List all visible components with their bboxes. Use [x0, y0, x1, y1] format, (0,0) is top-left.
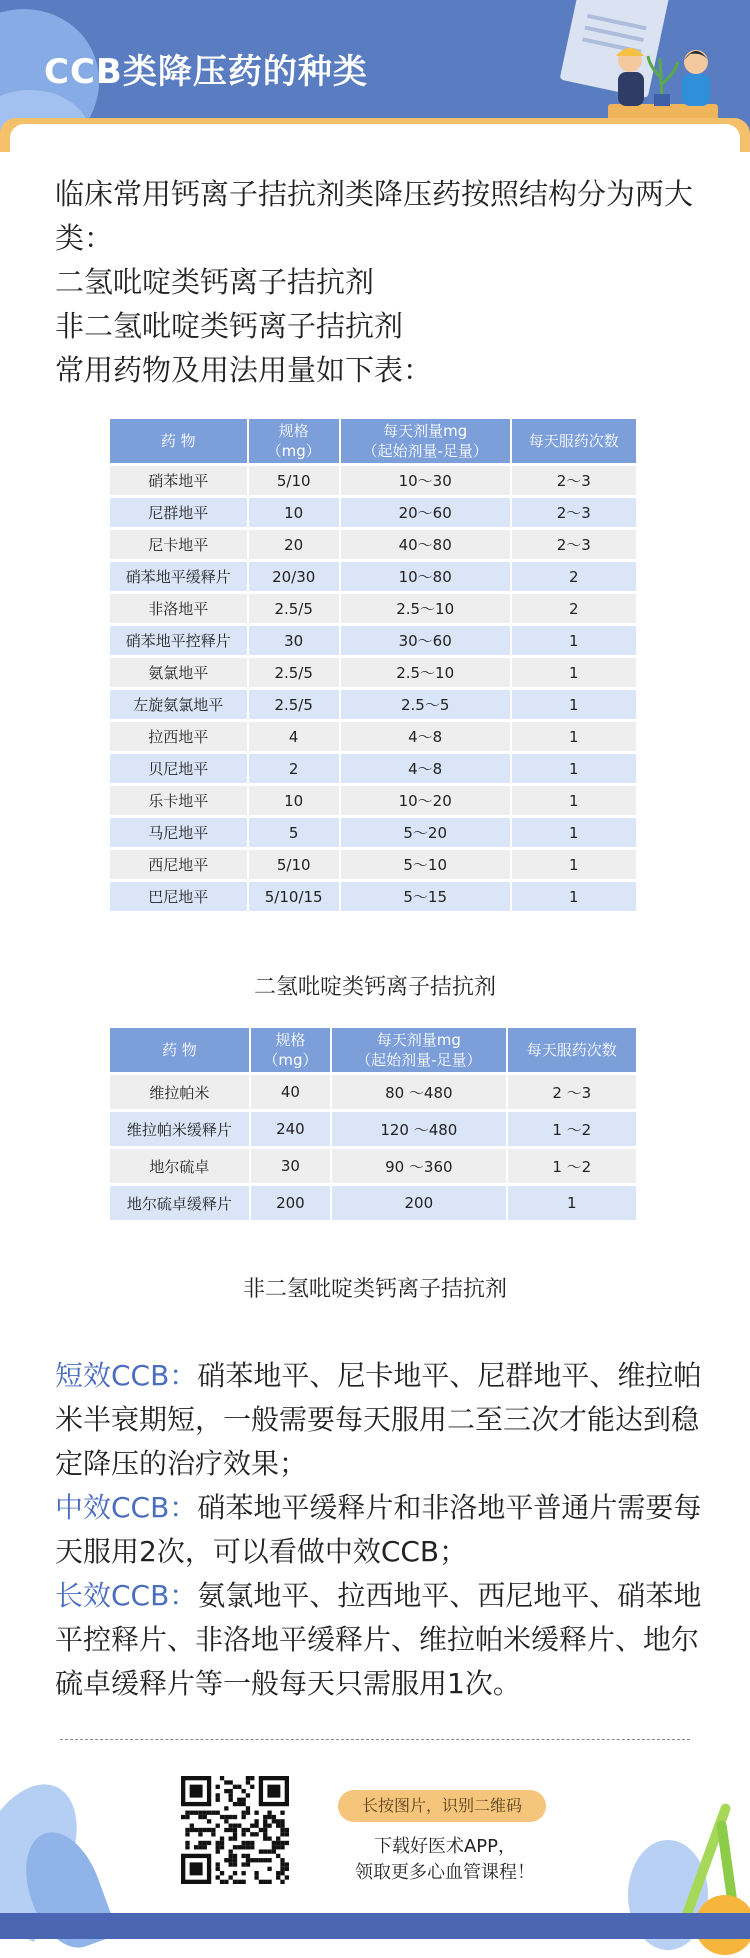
- table-row: [110, 498, 636, 527]
- table-row: [110, 466, 636, 495]
- intro-line: 临床常用钙离子拮抗剂类降压药按照结构分为两大类：: [55, 177, 694, 255]
- frequency-cell: 1: [512, 722, 637, 751]
- frequency-cell: 2～3: [512, 530, 637, 559]
- drug-name-cell: 拉西地平: [110, 722, 247, 751]
- long-acting-text: 氨氯地平、拉西地平、西尼地平、硝苯地平控释片、非洛地平缓释片、维拉帕米缓释片、地尔硫卓缓释片等一般每天只需服用1次。: [55, 1579, 702, 1700]
- table-row: [110, 626, 636, 655]
- drug-name-cell: 硝苯地平: [110, 466, 247, 495]
- dose-cell: 30～60: [341, 626, 510, 655]
- table-row: [110, 658, 636, 687]
- frequency-cell: 1: [512, 754, 637, 783]
- drug-name-cell: 贝尼地平: [110, 754, 247, 783]
- table-row: [110, 754, 636, 783]
- dose-cell: 90 ～360: [332, 1149, 505, 1183]
- col-header-dose-note: （起始剂量-足量）: [362, 442, 488, 460]
- dose-cell: 40～80: [341, 530, 510, 559]
- col-header-drug: 药 物: [110, 419, 247, 463]
- dose-cell: 5～15: [341, 882, 510, 911]
- table-row: [110, 818, 636, 847]
- col-header-spec: [251, 1028, 331, 1072]
- col-header-spec-unit: （mg）: [263, 1051, 318, 1069]
- col-header-dose-line: 每天剂量mg: [376, 1031, 461, 1049]
- col-header-dose: [332, 1028, 505, 1072]
- spec-cell: 30: [251, 1149, 331, 1183]
- col-header-dose-note: （起始剂量-足量）: [356, 1051, 482, 1069]
- col-header-spec-line: 规格: [275, 1031, 306, 1049]
- bottom-bar: [0, 1913, 750, 1939]
- long-acting-label: 长效CCB：: [55, 1579, 198, 1612]
- drug-name-cell: 硝苯地平缓释片: [110, 562, 247, 591]
- ccb-duration-notes: [55, 1354, 705, 1706]
- dose-cell: 10～30: [341, 466, 510, 495]
- drug-name-cell: 非洛地平: [110, 594, 247, 623]
- table-caption: 非二氢吡啶类钙离子拮抗剂: [242, 1277, 507, 1302]
- drug-name-cell: 氨氯地平: [110, 658, 247, 687]
- dose-cell: 4～8: [341, 722, 510, 751]
- frequency-cell: 1: [508, 1186, 637, 1220]
- frequency-cell: 1: [512, 658, 637, 687]
- dose-cell: 10～80: [341, 562, 510, 591]
- drug-name-cell: 地尔硫卓缓释片: [110, 1186, 249, 1220]
- drug-name-cell: 维拉帕米缓释片: [110, 1112, 249, 1146]
- people-illustration-icon: [598, 38, 728, 128]
- spec-cell: 20/30: [249, 562, 339, 591]
- dose-cell: 2.5～10: [341, 658, 510, 687]
- drug-name-cell: 乐卡地平: [110, 786, 247, 815]
- table-row: [110, 850, 636, 879]
- drug-name-cell: 地尔硫卓: [110, 1149, 249, 1183]
- dose-cell: 20～60: [341, 498, 510, 527]
- table-caption: 二氢吡啶类钙离子拮抗剂: [253, 975, 496, 1000]
- frequency-cell: 2～3: [512, 498, 637, 527]
- table-row: [110, 882, 636, 911]
- intro-line: 非二氢吡啶类钙离子拮抗剂: [55, 309, 404, 343]
- table-row: [110, 690, 636, 719]
- col-header-frequency: 每天服药次数: [508, 1028, 637, 1072]
- mid-acting-text: 硝苯地平缓释片和非洛地平普通片需要每天服用2次，可以看做中效CCB；: [55, 1491, 702, 1568]
- spec-cell: 5/10: [249, 850, 339, 879]
- dose-cell: 120 ～480: [332, 1112, 505, 1146]
- frequency-cell: 1: [512, 882, 637, 911]
- spec-cell: 4: [249, 722, 339, 751]
- spec-cell: 2.5/5: [249, 690, 339, 719]
- dose-cell: 5～20: [341, 818, 510, 847]
- dose-cell: 2.5～5: [341, 690, 510, 719]
- spec-cell: 2.5/5: [249, 658, 339, 687]
- spec-cell: 40: [251, 1075, 331, 1109]
- col-header-dose-line: 每天剂量mg: [383, 422, 468, 440]
- qr-code-icon[interactable]: [181, 1776, 289, 1884]
- col-header-spec-line: 规格: [278, 422, 309, 440]
- drug-name-cell: 左旋氨氯地平: [110, 690, 247, 719]
- frequency-cell: 1: [512, 818, 637, 847]
- frequency-cell: 2～3: [512, 466, 637, 495]
- short-acting-label: 短效CCB：: [55, 1359, 198, 1392]
- table-row: [110, 594, 636, 623]
- intro-line: 常用药物及用法用量如下表：: [55, 353, 433, 387]
- drug-name-cell: 硝苯地平控释片: [110, 626, 247, 655]
- col-header-spec-unit: （mg）: [266, 442, 321, 460]
- frequency-cell: 1: [512, 786, 637, 815]
- table-row: [110, 1075, 636, 1109]
- spec-cell: 200: [251, 1186, 331, 1220]
- table-row: [110, 1112, 636, 1146]
- spec-cell: 30: [249, 626, 339, 655]
- table-row: [110, 1186, 636, 1220]
- col-header-frequency: 每天服药次数: [512, 419, 637, 463]
- table-row: [110, 786, 636, 815]
- intro-line: 二氢吡啶类钙离子拮抗剂: [55, 265, 375, 299]
- mid-acting-label: 中效CCB：: [55, 1491, 198, 1524]
- table-row: [110, 1149, 636, 1183]
- spec-cell: 2: [249, 754, 339, 783]
- long-acting-note: [55, 1574, 705, 1706]
- non-dihydropyridine-table: [108, 1025, 638, 1223]
- table-row: [110, 722, 636, 751]
- spec-cell: 20: [249, 530, 339, 559]
- frequency-cell: 2 ～3: [508, 1075, 637, 1109]
- table-row: [110, 530, 636, 559]
- spec-cell: 10: [249, 786, 339, 815]
- frequency-cell: 1: [512, 626, 637, 655]
- frequency-cell: 1 ～2: [508, 1112, 637, 1146]
- table-header-row: [110, 1028, 636, 1072]
- drug-name-cell: 西尼地平: [110, 850, 247, 879]
- dose-cell: 4～8: [341, 754, 510, 783]
- download-app-text: 下载好医术APP，: [373, 1836, 517, 1857]
- dose-cell: 200: [332, 1186, 505, 1220]
- drug-name-cell: 维拉帕米: [110, 1075, 249, 1109]
- table-row: [110, 562, 636, 591]
- spec-cell: 5/10: [249, 466, 339, 495]
- dose-cell: 10～20: [341, 786, 510, 815]
- page-title: CCB类降压药的种类: [44, 52, 368, 92]
- dashed-divider: [60, 1739, 690, 1740]
- frequency-cell: 1: [512, 690, 637, 719]
- spec-cell: 5/10/15: [249, 882, 339, 911]
- col-header-dose: [341, 419, 510, 463]
- spec-cell: 5: [249, 818, 339, 847]
- drug-name-cell: 巴尼地平: [110, 882, 247, 911]
- frequency-cell: 2: [512, 562, 637, 591]
- dose-cell: 5～10: [341, 850, 510, 879]
- short-acting-text: 硝苯地平、尼卡地平、尼群地平、维拉帕米半衰期短，一般需要每天服用二至三次才能达到稳定降压的治疗效果；: [55, 1359, 702, 1480]
- frequency-cell: 1 ～2: [508, 1149, 637, 1183]
- card-top: [10, 124, 740, 154]
- short-acting-note: [55, 1354, 705, 1486]
- table-header-row: [110, 419, 636, 463]
- drug-name-cell: 尼群地平: [110, 498, 247, 527]
- dose-cell: 2.5～10: [341, 594, 510, 623]
- spec-cell: 10: [249, 498, 339, 527]
- course-promo-text: 领取更多心血管课程！: [355, 1862, 535, 1883]
- col-header-drug: 药 物: [110, 1028, 249, 1072]
- col-header-spec: [249, 419, 339, 463]
- scan-hint-badge: 长按图片，识别二维码: [338, 1790, 546, 1822]
- frequency-cell: 1: [512, 850, 637, 879]
- mid-acting-note: [55, 1486, 705, 1574]
- spec-cell: 2.5/5: [249, 594, 339, 623]
- frequency-cell: 2: [512, 594, 637, 623]
- dose-cell: 80 ～480: [332, 1075, 505, 1109]
- spec-cell: 240: [251, 1112, 331, 1146]
- dihydropyridine-table: [108, 416, 638, 914]
- drug-name-cell: 马尼地平: [110, 818, 247, 847]
- drug-name-cell: 尼卡地平: [110, 530, 247, 559]
- intro-text: [55, 172, 705, 392]
